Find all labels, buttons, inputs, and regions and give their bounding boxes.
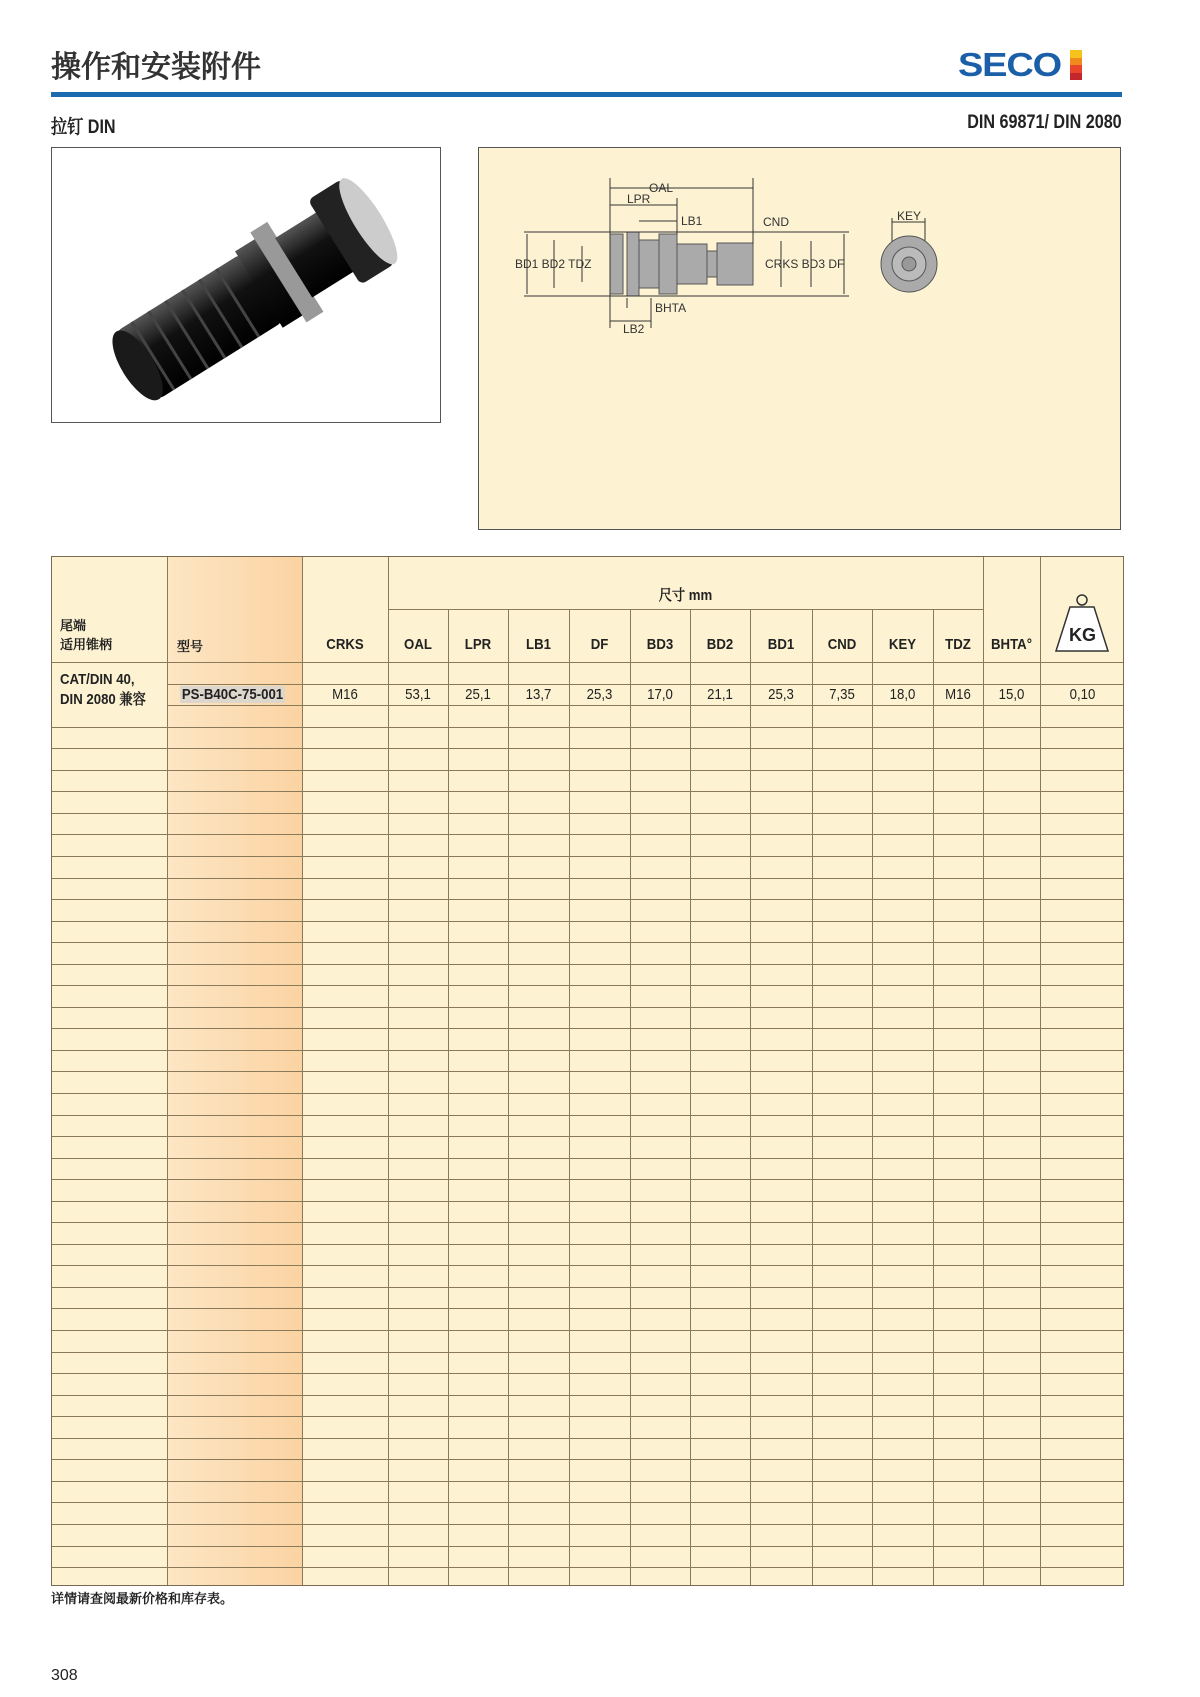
col-header-crks: CRKS bbox=[326, 636, 364, 653]
row-line bbox=[52, 1007, 1123, 1008]
row-line bbox=[52, 1330, 1123, 1331]
col-header-cnd: CND bbox=[827, 636, 857, 653]
product-table bbox=[51, 556, 1124, 1586]
svg-text:LPR: LPR bbox=[627, 192, 651, 206]
row-line bbox=[52, 1546, 1123, 1547]
row-line bbox=[52, 1502, 1123, 1503]
row-line bbox=[52, 921, 1123, 922]
col-header-bd1: BD1 bbox=[767, 636, 795, 653]
row-line bbox=[52, 1028, 1123, 1029]
row-line bbox=[52, 662, 1123, 663]
row-line bbox=[52, 1222, 1123, 1223]
row-line bbox=[52, 856, 1123, 857]
svg-text:CND: CND bbox=[763, 215, 789, 229]
cell-value: 18,0 bbox=[889, 685, 916, 703]
label-oal: OAL bbox=[649, 181, 674, 195]
col-header-lb1: LB1 bbox=[526, 636, 551, 653]
row-line bbox=[52, 1567, 1123, 1568]
cell-value: 17,0 bbox=[647, 685, 673, 703]
svg-text:BHTA: BHTA bbox=[655, 301, 687, 315]
row-line bbox=[52, 727, 1123, 728]
row-line bbox=[52, 878, 1123, 879]
row-line bbox=[52, 1308, 1123, 1309]
row-line bbox=[52, 1201, 1123, 1202]
group-header: 尺寸 mm bbox=[658, 587, 713, 604]
col-header-bd3: BD3 bbox=[646, 636, 674, 653]
row-line bbox=[52, 1179, 1123, 1180]
row-line bbox=[52, 770, 1123, 771]
row-line bbox=[52, 1050, 1123, 1051]
row-line bbox=[167, 705, 1123, 706]
col-header-oal: OAL bbox=[404, 636, 432, 653]
cell-value: 25,3 bbox=[586, 685, 613, 703]
svg-text:KEY: KEY bbox=[897, 209, 922, 223]
row-line bbox=[52, 1524, 1123, 1525]
row-line bbox=[52, 1136, 1123, 1137]
cell-value: M16 bbox=[332, 685, 358, 703]
col-header-tdz: TDZ bbox=[945, 636, 971, 653]
row-line bbox=[52, 1244, 1123, 1245]
row-line bbox=[52, 1373, 1123, 1374]
svg-text:LB1: LB1 bbox=[681, 214, 703, 228]
row-line bbox=[52, 964, 1123, 965]
cell-value: 53,1 bbox=[405, 685, 431, 703]
cell-value: 7,35 bbox=[829, 685, 855, 703]
svg-text:BD1 BD2 TDZ: BD1 BD2 TDZ bbox=[515, 257, 592, 271]
group-divider bbox=[388, 609, 983, 610]
col-header-lpr: LPR bbox=[464, 636, 492, 653]
row-line bbox=[52, 813, 1123, 814]
cell-value: M16 bbox=[945, 685, 971, 703]
row-line bbox=[52, 1438, 1123, 1439]
cell-value: 25,3 bbox=[768, 685, 794, 703]
col-header-bhta: BHTA° bbox=[991, 636, 1032, 653]
row-line bbox=[52, 834, 1123, 835]
seco-logo: SECO bbox=[958, 46, 1082, 84]
shank-header: 尾端 适用锥柄 bbox=[60, 619, 113, 653]
row-line bbox=[52, 1481, 1123, 1482]
row-line bbox=[52, 1071, 1123, 1072]
page-title: 操作和安装附件 bbox=[51, 50, 261, 85]
cell-value: 15,0 bbox=[998, 685, 1025, 703]
row-line bbox=[52, 985, 1123, 986]
row-line bbox=[52, 899, 1123, 900]
dimension-diagram bbox=[478, 147, 1121, 530]
row-line bbox=[52, 1115, 1123, 1116]
row-line bbox=[52, 1352, 1123, 1353]
shank-value: CAT/DIN 40, DIN 2080 兼容 bbox=[60, 671, 146, 708]
col-header-df: DF bbox=[590, 636, 609, 653]
svg-text:LB2: LB2 bbox=[623, 322, 645, 336]
cell-value: 21,1 bbox=[707, 685, 733, 703]
row-line bbox=[52, 1158, 1123, 1159]
header-rule bbox=[51, 92, 1122, 97]
row-line bbox=[52, 1287, 1123, 1288]
row-line bbox=[52, 1395, 1123, 1396]
model-header: 型号 bbox=[177, 640, 204, 655]
weight-label: KG bbox=[1069, 625, 1096, 645]
col-header-bd2: BD2 bbox=[706, 636, 734, 653]
row-line bbox=[52, 791, 1123, 792]
model-code[interactable]: PS-B40C-75-001 bbox=[181, 685, 284, 703]
row-line bbox=[52, 942, 1123, 943]
row-line bbox=[52, 1416, 1123, 1417]
cell-value: 0,10 bbox=[1069, 685, 1096, 703]
row-line bbox=[52, 1093, 1123, 1094]
col-header-key: KEY bbox=[888, 636, 917, 653]
product-photo bbox=[51, 147, 441, 423]
cell-value: 13,7 bbox=[525, 685, 552, 703]
svg-text:CRKS BD3 DF: CRKS BD3 DF bbox=[765, 257, 845, 271]
row-line bbox=[52, 748, 1123, 749]
row-line bbox=[52, 1265, 1123, 1266]
page-number: 308 bbox=[51, 1667, 78, 1684]
footer-note: 详情请查阅最新价格和库存表。 bbox=[51, 1592, 234, 1607]
cell-value: 25,1 bbox=[465, 685, 491, 703]
standard-label: DIN 69871/ DIN 2080 bbox=[967, 112, 1122, 133]
logo-mark-icon bbox=[1070, 50, 1082, 80]
row-line bbox=[52, 1459, 1123, 1460]
section-subtitle: 拉钉 DIN bbox=[51, 117, 116, 138]
